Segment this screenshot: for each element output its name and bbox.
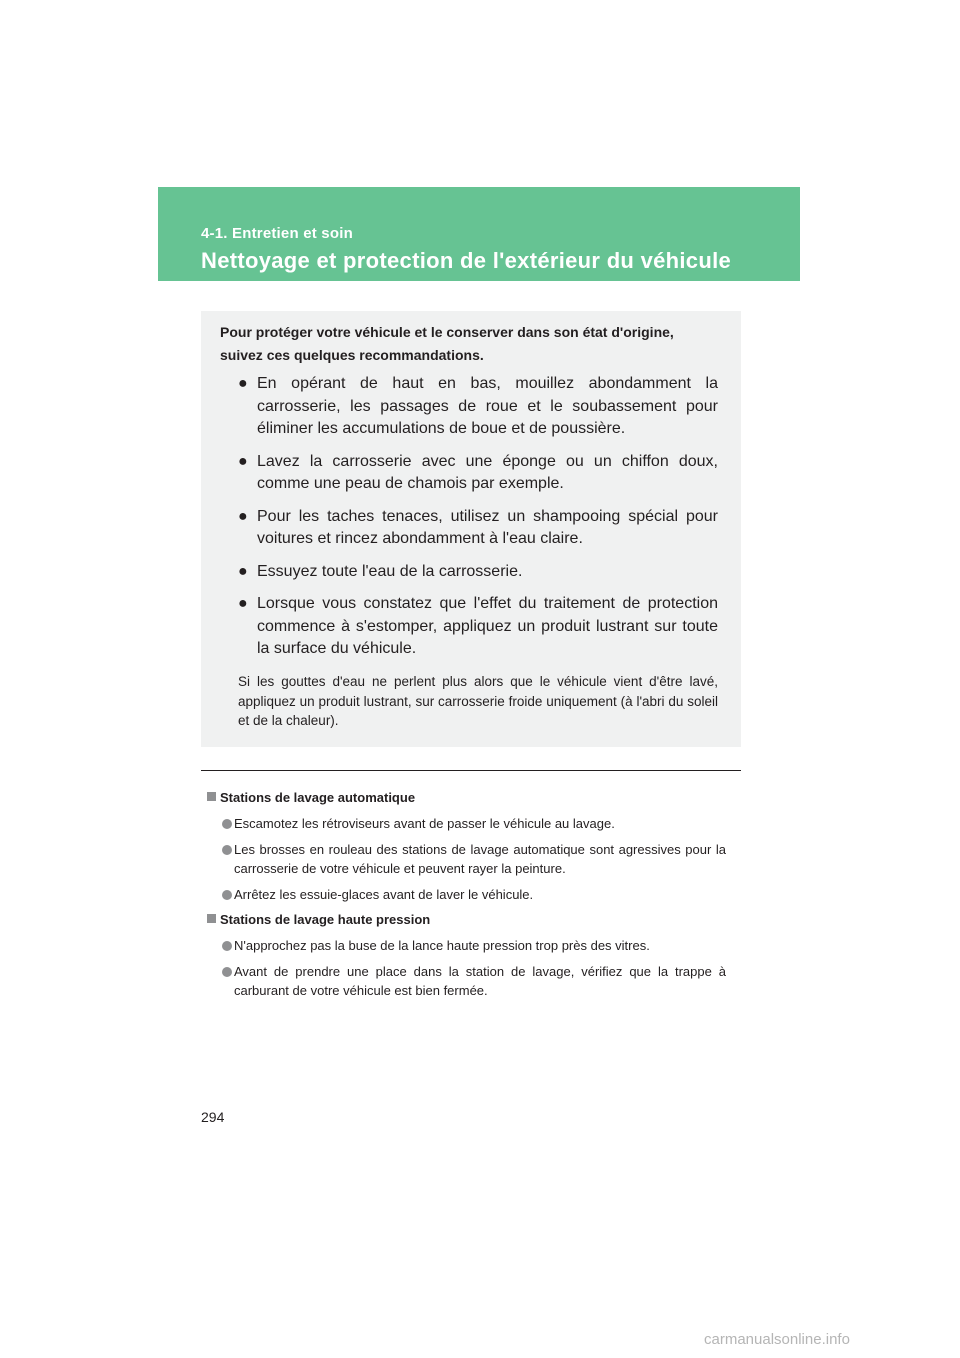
section-label: 4-1. Entretien et soin xyxy=(201,225,353,242)
note-group-title xyxy=(207,910,726,929)
recommendations-box xyxy=(201,311,741,747)
notes-section xyxy=(207,788,726,1007)
bullet-icon: ● xyxy=(238,452,248,470)
section-divider xyxy=(201,770,741,771)
page-number: 294 xyxy=(201,1109,225,1125)
page-title: Nettoyage et protection de l'extérieur du véhicule xyxy=(201,248,732,273)
section-header xyxy=(158,187,800,281)
recommendation-text: Lavez la carrosserie avec une éponge ou un chiffon doux, comme une peau de chamois par exemple. xyxy=(257,452,718,492)
square-bullet-icon xyxy=(207,914,216,923)
recommendation-text: Essuyez toute l'eau de la carrosserie. xyxy=(257,562,523,580)
note-item-text: Escamotez les rétroviseurs avant de passer le véhicule au lavage. xyxy=(234,816,615,831)
recommendation-text: Lorsque vous constatez que l'effet du traitement de protection commence à s'estomper, appliquez un produit lustrant sur toute la surface du véhicule. xyxy=(257,595,718,657)
circle-bullet-icon xyxy=(222,941,232,951)
note-group-title-text: Stations de lavage automatique xyxy=(220,790,416,805)
note-item-text: Avant de prendre une place dans la station de lavage, vérifiez que la trappe à carburant de votre véhicule est bien fermée. xyxy=(234,963,726,998)
bullet-icon: ● xyxy=(238,507,248,525)
note-item-text: N'approchez pas la buse de la lance haute pression trop près des vitres. xyxy=(234,938,650,953)
recommendations-list xyxy=(201,373,741,671)
circle-bullet-icon xyxy=(222,819,232,829)
circle-bullet-icon xyxy=(222,845,232,855)
note-item xyxy=(234,814,726,834)
bullet-icon: ● xyxy=(238,595,248,612)
note-item-text: Les brosses en rouleau des stations de lavage automatique sont agressives pour la carrosserie de votre véhicule et peuvent rayer la peinture. xyxy=(234,841,726,876)
recommendation-item xyxy=(238,561,718,584)
recommendations-note: Si les gouttes d'eau ne perlent plus alors que le véhicule vient d'être lavé, appliquez un produit lustrant, sur carrosserie froide uniquement (à l'abri du soleil et de la chaleur). xyxy=(238,674,718,728)
recommendation-text: Pour les taches tenaces, utilisez un shampooing spécial pour voitures et rincez abondamment à l'eau claire. xyxy=(257,507,718,547)
circle-bullet-icon xyxy=(222,890,232,900)
recommendation-item xyxy=(238,593,718,661)
note-group-title-text: Stations de lavage haute pression xyxy=(220,912,431,927)
note-item xyxy=(234,962,726,1001)
recommendation-item xyxy=(238,451,718,496)
note-group-title xyxy=(207,788,726,807)
recommendations-intro: Pour protéger votre véhicule et le conserver dans son état d'origine, suivez ces quelques recommandations. xyxy=(220,324,674,363)
bullet-icon: ● xyxy=(238,562,248,580)
recommendation-item xyxy=(238,506,718,551)
recommendation-text: En opérant de haut en bas, mouillez abondamment la carrosserie, les passages de roue et le soubassement pour éliminer les accumulations de boue et de poussière. xyxy=(257,375,718,437)
square-bullet-icon xyxy=(207,792,216,801)
note-item xyxy=(234,936,726,956)
circle-bullet-icon xyxy=(222,967,232,977)
watermark: carmanualsonline.info xyxy=(704,1331,850,1348)
note-item xyxy=(234,885,726,905)
bullet-icon: ● xyxy=(238,375,248,392)
recommendation-item xyxy=(238,373,718,441)
note-item-text: Arrêtez les essuie-glaces avant de laver le véhicule. xyxy=(234,886,534,902)
note-item xyxy=(234,840,726,879)
